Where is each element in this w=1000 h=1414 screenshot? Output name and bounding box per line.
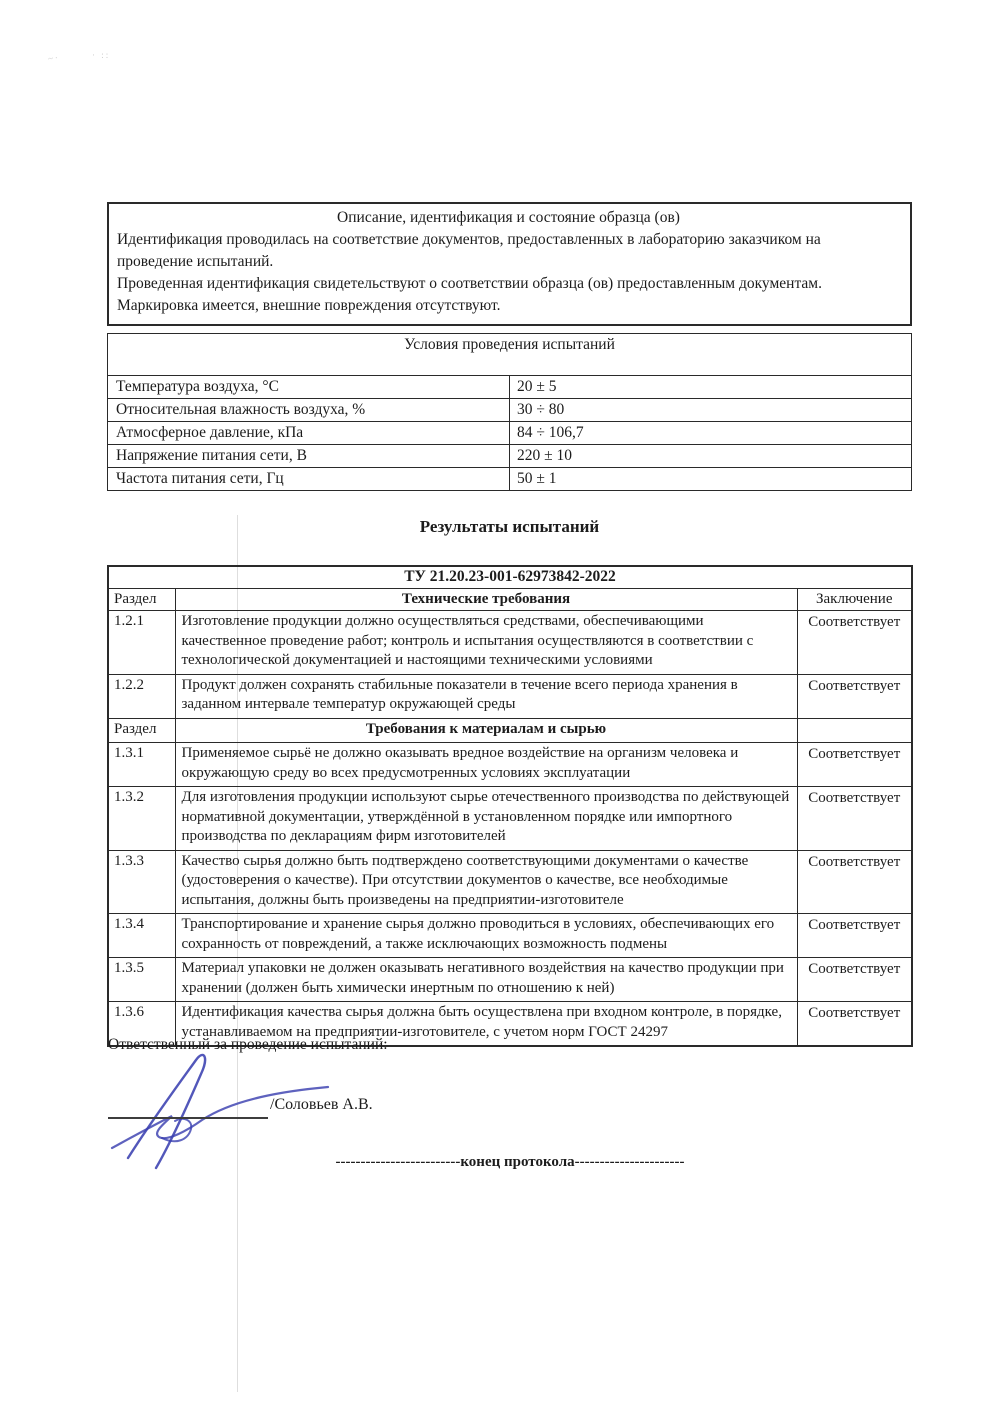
signature-name: /Соловьев А.В. <box>270 1096 373 1113</box>
condition-parameter: Относительная влажность воздуха, % <box>108 399 510 422</box>
results-columns-row <box>108 589 912 611</box>
row-section-number: 1.3.6 <box>108 1002 175 1047</box>
row-conclusion: Соответствует <box>797 914 912 958</box>
end-of-protocol-line: -------------------------конец протокола---------------------- <box>335 1154 685 1170</box>
requirement-row <box>108 914 912 958</box>
row-section-number: 1.2.1 <box>108 611 175 675</box>
row-section-number: 1.2.2 <box>108 674 175 718</box>
responsible-label: Ответственный за проведение испытаний: <box>108 1036 388 1053</box>
conditions-tbody <box>108 376 912 491</box>
tu-number: ТУ 21.20.23-001-62973842-2022 <box>108 566 912 589</box>
row-conclusion: Соответствует <box>797 787 912 851</box>
results-table <box>107 565 913 1047</box>
scan-artifact: · :: <box>92 50 111 60</box>
requirement-row <box>108 787 912 851</box>
description-line: Идентификация проводилась на соответствие документов, предоставленных в лабораторию заказчиком на проведение испытаний. <box>117 231 821 270</box>
scan-artifact: ~· <box>47 52 61 64</box>
conditions-title: Условия проведения испытаний <box>108 334 912 376</box>
row-conclusion: Соответствует <box>797 674 912 718</box>
results-heading: Результаты испытаний <box>419 517 600 536</box>
signature-stroke <box>128 1055 205 1168</box>
row-conclusion <box>797 718 912 743</box>
row-requirement-text: Качество сырья должно быть подтверждено соответствующими документами о качестве (удостоверения о качестве). При отсутствии документов о качестве, все необходимые испытания, должны быть произведены на предприятии-изготовителе <box>175 850 797 914</box>
test-conditions-table <box>107 333 912 491</box>
row-conclusion: Соответствует <box>797 958 912 1002</box>
requirement-row <box>108 850 912 914</box>
conditions-header <box>108 334 912 376</box>
row-requirement-text: Требования к материалам и сырью <box>175 718 797 743</box>
row-section-number: 1.3.3 <box>108 850 175 914</box>
tu-header-row <box>108 566 912 589</box>
row-section-number: 1.3.2 <box>108 787 175 851</box>
row-requirement-text: Идентификация качества сырья должна быть осуществлена при входном контроле, в порядке, устанавливаемом на предприятии-изготовителе, с учетом норм ГОСТ 24297 <box>175 1002 797 1047</box>
row-section-number: 1.3.4 <box>108 914 175 958</box>
column-header-requirements: Технические требования <box>175 589 797 611</box>
row-conclusion: Соответствует <box>797 1002 912 1047</box>
condition-row <box>108 468 912 491</box>
row-requirement-text: Для изготовления продукции используют сырье отечественного производства по действующей нормативной документации, утверждённой в установленном порядке или импортного производства по декларациям фирм изготовителей <box>175 787 797 851</box>
condition-value: 50 ± 1 <box>510 468 912 491</box>
condition-row <box>108 445 912 468</box>
condition-value: 30 ÷ 80 <box>510 399 912 422</box>
sample-description-box <box>107 202 912 326</box>
requirement-row <box>108 743 912 787</box>
description-line: Маркировка имеется, внешние повреждения отсутствуют. <box>117 297 501 314</box>
row-section-number: Раздел <box>108 718 175 743</box>
requirement-row <box>108 958 912 1002</box>
signature-line <box>108 1117 268 1119</box>
results-tbody <box>108 611 912 1047</box>
row-requirement-text: Материал упаковки не должен оказывать негативного воздействия на качество продукции при хранении (должен быть химически инертным по отношению к ней) <box>175 958 797 1002</box>
condition-parameter: Частота питания сети, Гц <box>108 468 510 491</box>
row-requirement-text: Продукт должен сохранять стабильные показатели в течение всего периода хранения в заданном интервале температур окружающей среды <box>175 674 797 718</box>
section-subheader-row <box>108 718 912 743</box>
results-table-header <box>108 566 912 611</box>
condition-parameter: Напряжение питания сети, В <box>108 445 510 468</box>
description-text <box>117 229 900 317</box>
requirement-row <box>108 674 912 718</box>
column-header-conclusion: Заключение <box>797 589 912 611</box>
row-requirement-text: Изготовление продукции должно осуществляться средствами, обеспечивающими качественное проведение работ; контроль и испытания осуществляются в соответствии с технологической документацией и настоящими техническими условиями <box>175 611 797 675</box>
condition-value: 84 ÷ 106,7 <box>510 422 912 445</box>
row-requirement-text: Применяемое сырьё не должно оказывать вредное воздействие на организм человека и окружающую среду во всех предусмотренных условиях эксплуатации <box>175 743 797 787</box>
row-conclusion: Соответствует <box>797 611 912 675</box>
column-header-section: Раздел <box>108 589 175 611</box>
condition-value: 20 ± 5 <box>510 376 912 399</box>
row-section-number: 1.3.5 <box>108 958 175 1002</box>
row-requirement-text: Транспортирование и хранение сырья должно проводиться в условиях, обеспечивающих его сохранность от повреждений, а также исключающих возможность подмены <box>175 914 797 958</box>
conditions-title-row <box>108 334 912 376</box>
row-conclusion: Соответствует <box>797 743 912 787</box>
row-section-number: 1.3.1 <box>108 743 175 787</box>
row-conclusion: Соответствует <box>797 850 912 914</box>
requirement-row <box>108 611 912 675</box>
condition-value: 220 ± 10 <box>510 445 912 468</box>
condition-row <box>108 399 912 422</box>
condition-row <box>108 422 912 445</box>
condition-parameter: Атмосферное давление, кПа <box>108 422 510 445</box>
description-title: Описание, идентификация и состояние образца (ов) <box>337 209 680 226</box>
condition-row <box>108 376 912 399</box>
condition-parameter: Температура воздуха, °С <box>108 376 510 399</box>
description-line: Проведенная идентификация свидетельствуют о соответствии образца (ов) предоставленным документам. <box>117 275 822 292</box>
